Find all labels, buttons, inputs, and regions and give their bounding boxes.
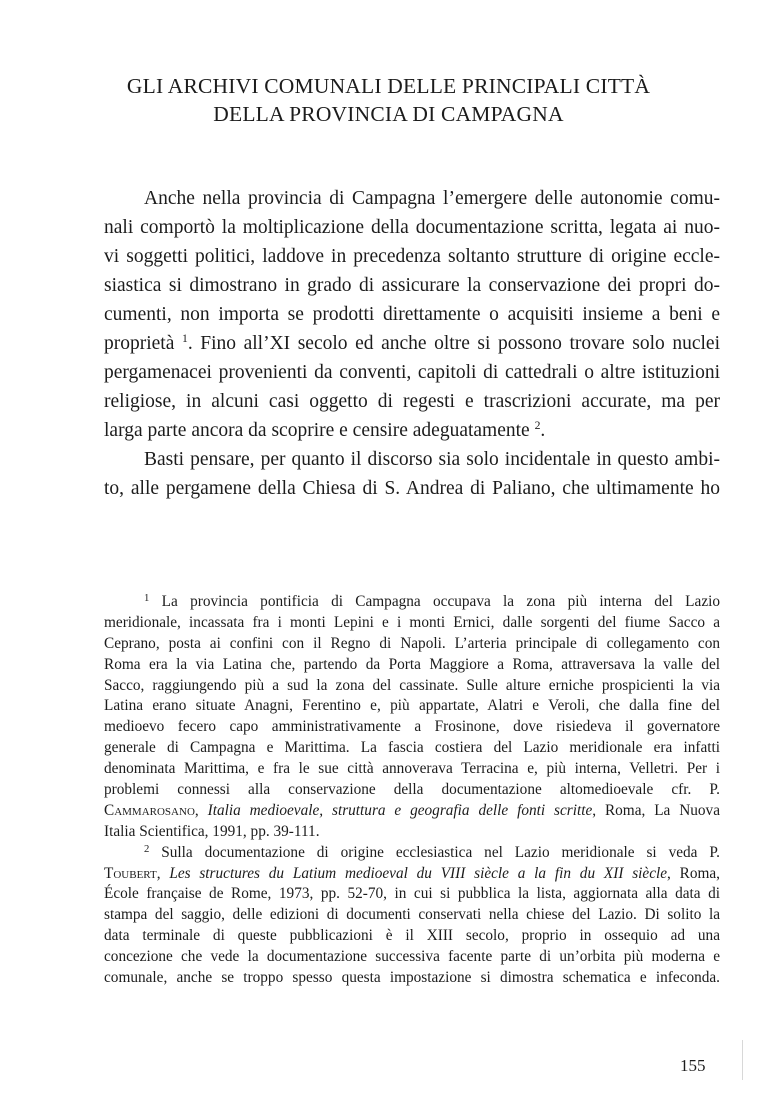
footnote-number: 2: [144, 842, 150, 855]
text-line: vi soggetti politici, laddove in precedenza soltanto strutture di origine eccle-: [104, 246, 720, 267]
footnote-line: Latina erano situate Anagni, Ferentino e, più appartate, Alatri e Veroli, che dalla fine del: [104, 697, 720, 715]
footnote-line: generale di Campagna e Marittima. La fascia costiera del Lazio meridionale era infatti: [104, 739, 720, 757]
footnote-number: 1: [144, 592, 150, 605]
text-line: cumenti, non importa se prodotti direttamente o acquisiti insieme a beni e: [104, 304, 720, 325]
footnote-line: problemi connessi alla conservazione della documentazione altomedioevale cfr. P.: [104, 781, 720, 799]
footnote-line: [104, 592, 720, 613]
footnotes: [104, 592, 720, 989]
footnote-line: [104, 843, 720, 864]
footnote-line: Cammarosano, Italia medioevale, struttura e geografia delle fonti scritte, Roma, La Nuova: [104, 801, 721, 819]
body-text: [104, 184, 720, 503]
footnote-line: data terminale di queste pubblicazioni è il XIII secolo, proprio in ossequio ad una: [104, 927, 720, 945]
footnote-line: concezione che vede la documentazione successiva facente parte di un’orbita più moderna e: [104, 948, 720, 966]
cited-title: Les structures du Latium medioeval du VIII siècle a la fin du XII siècle: [169, 864, 668, 882]
text-line: Basti pensare, per quanto il discorso sia solo incidentale in questo ambi-: [144, 449, 720, 470]
text-line: siastica si dimostrano in grado di assicurare la conservazione dei propri do-: [104, 275, 720, 296]
page-edge-line: [742, 1040, 743, 1080]
text-segment: proprietà: [104, 333, 175, 354]
text-segment: larga parte ancora da scoprire e censire adeguatamente: [104, 420, 530, 441]
paragraph-2: [104, 445, 720, 503]
footnote-line: Italia Scientifica, 1991, pp. 39-111.: [104, 822, 320, 840]
text-line: to, alle pergamene della Chiesa di S. Andrea di Paliano, che ultimamente ho: [104, 478, 720, 499]
page-number: 155: [680, 1056, 706, 1075]
paragraph-1: [104, 184, 720, 445]
footnote-1: [104, 592, 720, 843]
author-name: Toubert: [104, 864, 157, 882]
text-segment: , Roma, La Nuova: [592, 801, 721, 819]
footnote-line: denominata Marittima, e fra le sue città annoverava Terracina e, più interna, Velletri. Per i: [104, 760, 720, 778]
chapter-title-line-1: GLI ARCHIVI COMUNALI DELLE PRINCIPALI CITTÀ: [126, 74, 651, 98]
text-segment: , Roma,: [667, 864, 721, 882]
author-name: Cammarosano: [104, 801, 195, 819]
text-line: [104, 329, 720, 358]
text-line: Anche nella provincia di Campagna l’emergere delle autonomie comu-: [144, 188, 720, 209]
text-segment: La provincia pontificia di Campagna occupava la zona più interna del Lazio: [161, 593, 721, 610]
footnote-line: meridionale, incassata fra i monti Lepini e i monti Ernici, dalle sorgenti del fiume Sacco a: [104, 613, 720, 631]
footnote-line: comunale, anche se troppo spesso questa impostazione si dimostra schematica e infeconda.: [104, 969, 720, 987]
text-segment: . Fino all’XI secolo ed anche oltre si possono trovare solo nuclei: [187, 333, 721, 354]
footnote-line: medioevo fecero capo amministrativamente a Frosinone, dove risiedeva il governatore: [104, 718, 720, 736]
chapter-title-line-2: DELLA PROVINCIA DI CAMPAGNA: [213, 102, 564, 126]
text-line: religiose, in alcuni casi oggetto di regesti e trascrizioni accurate, ma per: [104, 391, 720, 412]
cited-title: Italia medioevale, struttura e geografia delle fonti scritte: [207, 801, 593, 819]
footnote-2: [104, 843, 720, 989]
footnote-line: École française de Rome, 1973, pp. 52-70, in cui si pubblica la lista, aggiornata alla data di: [104, 885, 720, 903]
footnote-line: stampa del saggio, delle edizioni di documenti conservati nella chiese del Lazio. Di solito la: [104, 906, 720, 924]
text-line: pergamenacei provenienti da conventi, capitoli di cattedrali o altre istituzioni: [104, 362, 720, 383]
text-segment: Sulla documentazione di origine ecclesiastica nel Lazio meridionale si veda P.: [161, 843, 720, 861]
text-line: [104, 416, 720, 445]
footnote-line: Toubert, Les structures du Latium medioeval du VIII siècle a la fin du XII siècle, Roma,: [104, 864, 721, 882]
footnote-ref-1[interactable]: 1: [181, 331, 188, 345]
footnote-line: Roma era la via Latina che, partendo da Porta Maggiore a Roma, attraversava la valle del: [104, 655, 720, 673]
text-line: nali comportò la moltiplicazione della documentazione scritta, legata ai nuo-: [104, 217, 720, 238]
footnote-line: Ceprano, posta ai confini con il Regno di Napoli. L’arteria principale di collegamento con: [104, 634, 720, 652]
chapter-title: [60, 72, 717, 128]
footnote-line: Sacco, raggiungendo più a sud la zona del cassinate. Sulle alture erniche prospicienti la via: [104, 676, 720, 694]
text-segment: .: [540, 420, 546, 441]
footnote-ref-2[interactable]: 2: [534, 418, 541, 432]
